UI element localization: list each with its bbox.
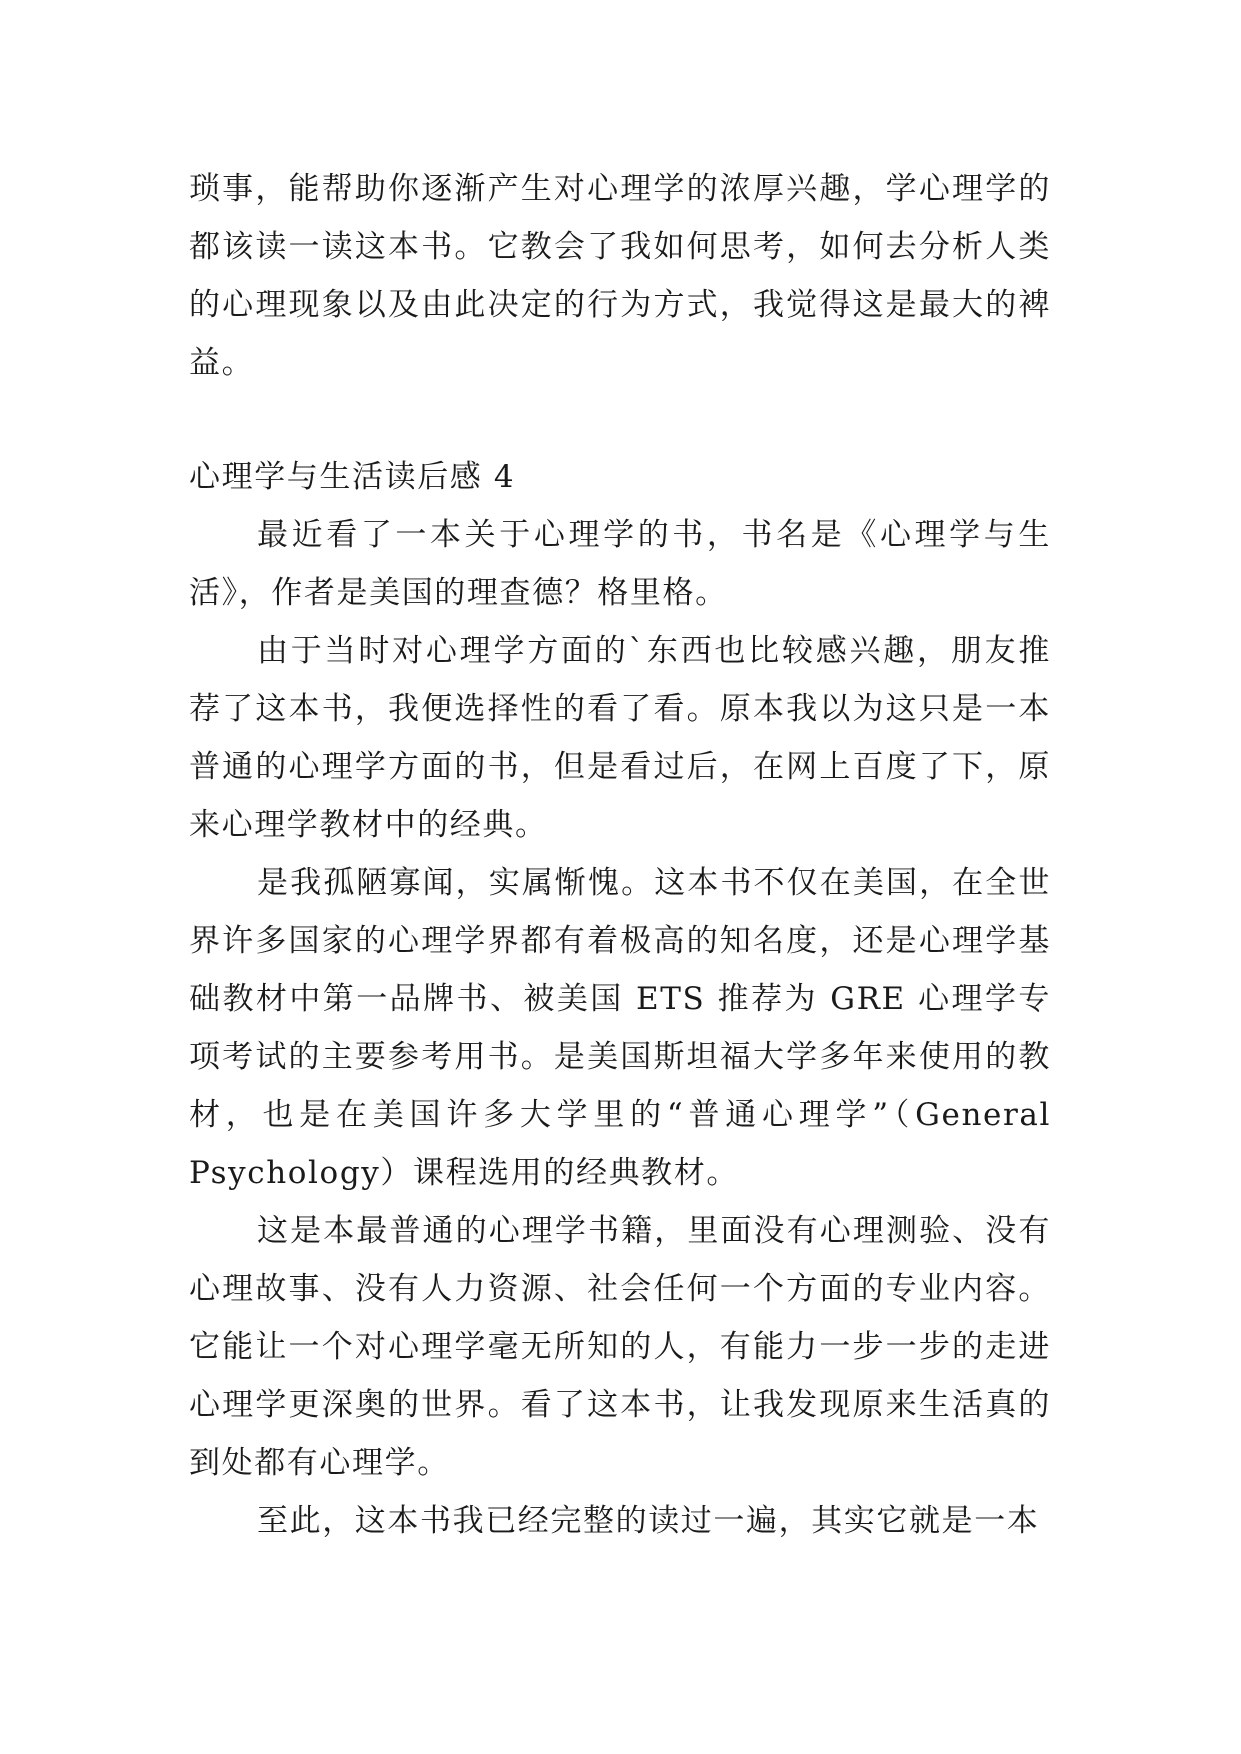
paragraph: 这是本最普通的心理学书籍，里面没有心理测验、没有心理故事、没有人力资源、社会任何一个方面的专业内容。它能让一个对心理学毫无所知的人，有能力一步一步的走进心理学更深奥的世界。看了这本书，让我发现原来生活真的到处都有心理学。 (189, 1213, 1051, 1481)
document-body (189, 160, 1051, 1550)
paragraph: 最近看了一本关于心理学的书，书名是《心理学与生活》，作者是美国的理查德？格里格。 (189, 517, 1051, 611)
paragraph-continuation: 琐事，能帮助你逐渐产生对心理学的浓厚兴趣，学心理学的都该读一读这本书。它教会了我如何思考，如何去分析人类的心理现象以及由此决定的行为方式，我觉得这是最大的裨益。 (189, 171, 1051, 381)
paragraph: 是我孤陋寡闻，实属惭愧。这本书不仅在美国，在全世界许多国家的心理学界都有着极高的知名度，还是心理学基础教材中第一品牌书、被美国 ETS 推荐为 GRE 心理学专项考试的主要参考用书。是美国斯坦福大学多年来使用的教材，也是在美国许多大学里的“普通心理学”（General Psychology）课程选用的经典教材。 (189, 865, 1051, 1191)
section-heading: 心理学与生活读后感 4 (189, 459, 516, 495)
paragraph: 由于当时对心理学方面的`东西也比较感兴趣，朋友推荐了这本书，我便选择性的看了看。原本我以为这只是一本普通的心理学方面的书，但是看过后，在网上百度了下，原来心理学教材中的经典。 (189, 633, 1051, 843)
paragraph: 至此，这本书我已经完整的读过一遍，其实它就是一本 (257, 1503, 1040, 1539)
